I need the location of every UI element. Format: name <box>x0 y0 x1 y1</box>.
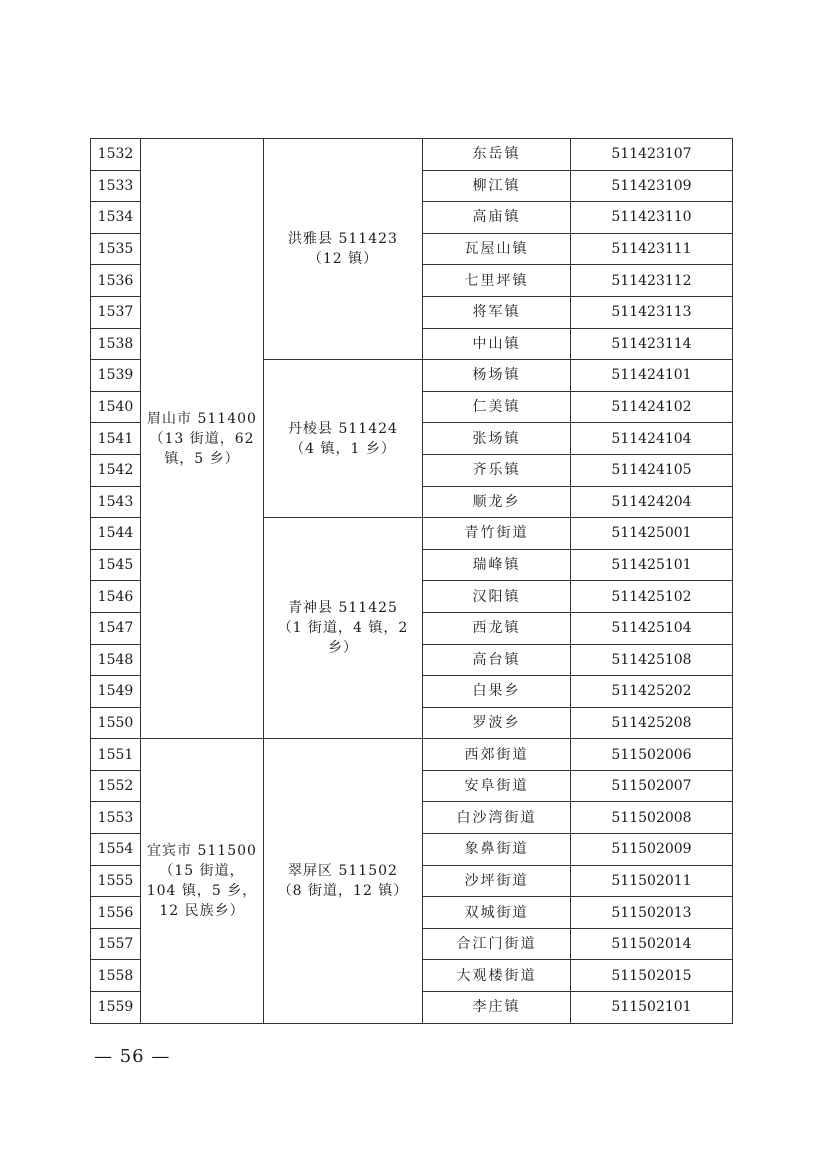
county-cell <box>264 739 423 1023</box>
row-number: 1546 <box>91 581 141 613</box>
town-name: 汉阳镇 <box>423 581 571 613</box>
row-number: 1548 <box>91 644 141 676</box>
division-code: 511423111 <box>571 233 733 265</box>
admin-division-table <box>90 138 733 1024</box>
county-name: 洪雅县 511423 <box>288 231 398 248</box>
division-code: 511502006 <box>571 739 733 771</box>
table-row <box>91 739 733 771</box>
town-name: 李庄镇 <box>423 992 571 1024</box>
page-number: — 56 — <box>94 1046 171 1067</box>
row-number: 1553 <box>91 802 141 834</box>
division-code: 511423110 <box>571 202 733 234</box>
town-name: 顺龙乡 <box>423 486 571 518</box>
town-name: 齐乐镇 <box>423 454 571 486</box>
division-code: 511502008 <box>571 802 733 834</box>
row-number: 1537 <box>91 296 141 328</box>
city-cell <box>141 739 264 1023</box>
town-name: 仁美镇 <box>423 391 571 423</box>
city-name: 眉山市 511400 <box>147 410 257 427</box>
row-number: 1542 <box>91 454 141 486</box>
row-number: 1554 <box>91 834 141 866</box>
division-code: 511423114 <box>571 328 733 360</box>
county-cell <box>264 518 423 739</box>
county-summary: （4 镇，1 乡） <box>290 440 396 457</box>
town-name: 大观楼街道 <box>423 960 571 992</box>
division-code: 511424204 <box>571 486 733 518</box>
table-row <box>91 139 733 171</box>
division-code: 511425001 <box>571 518 733 550</box>
city-name: 宜宾市 511500 <box>147 842 257 859</box>
division-code: 511424101 <box>571 360 733 392</box>
town-name: 罗波乡 <box>423 707 571 739</box>
town-name: 象鼻街道 <box>423 834 571 866</box>
row-number: 1558 <box>91 960 141 992</box>
row-number: 1538 <box>91 328 141 360</box>
town-name: 张场镇 <box>423 423 571 455</box>
row-number: 1536 <box>91 265 141 297</box>
division-code: 511423107 <box>571 139 733 171</box>
row-number: 1555 <box>91 865 141 897</box>
town-name: 杨场镇 <box>423 360 571 392</box>
county-cell <box>264 360 423 518</box>
division-code: 511423109 <box>571 170 733 202</box>
table-body <box>91 139 733 1024</box>
row-number: 1557 <box>91 928 141 960</box>
county-name: 翠屏区 511502 <box>288 862 398 879</box>
town-name: 柳江镇 <box>423 170 571 202</box>
division-code: 511425102 <box>571 581 733 613</box>
division-code: 511502013 <box>571 897 733 929</box>
division-code: 511425101 <box>571 549 733 581</box>
row-number: 1532 <box>91 139 141 171</box>
row-number: 1543 <box>91 486 141 518</box>
town-name: 安阜街道 <box>423 770 571 802</box>
row-number: 1559 <box>91 992 141 1024</box>
town-name: 将军镇 <box>423 296 571 328</box>
county-summary: （12 镇） <box>307 251 379 268</box>
division-code: 511502015 <box>571 960 733 992</box>
county-summary: （8 街道，12 镇） <box>277 882 409 899</box>
town-name: 高庙镇 <box>423 202 571 234</box>
division-code: 511423113 <box>571 296 733 328</box>
division-code: 511425104 <box>571 612 733 644</box>
division-code: 511502007 <box>571 770 733 802</box>
division-code: 511502101 <box>571 992 733 1024</box>
town-name: 双城街道 <box>423 897 571 929</box>
division-code: 511502014 <box>571 928 733 960</box>
town-name: 白沙湾街道 <box>423 802 571 834</box>
division-code: 511502009 <box>571 834 733 866</box>
division-code: 511424104 <box>571 423 733 455</box>
division-code: 511424102 <box>571 391 733 423</box>
row-number: 1545 <box>91 549 141 581</box>
city-summary: （13 街道，62 镇，5 乡） <box>149 430 255 467</box>
town-name: 高台镇 <box>423 644 571 676</box>
town-name: 合江门街道 <box>423 928 571 960</box>
row-number: 1552 <box>91 770 141 802</box>
county-summary: （1 街道，4 镇，2 乡） <box>277 620 409 657</box>
city-summary: （15 街道，104 镇，5 乡，12 民族乡） <box>146 862 258 919</box>
town-name: 中山镇 <box>423 328 571 360</box>
row-number: 1549 <box>91 676 141 708</box>
town-name: 东岳镇 <box>423 139 571 171</box>
row-number: 1547 <box>91 612 141 644</box>
row-number: 1550 <box>91 707 141 739</box>
town-name: 西郊街道 <box>423 739 571 771</box>
town-name: 七里坪镇 <box>423 265 571 297</box>
town-name: 西龙镇 <box>423 612 571 644</box>
row-number: 1539 <box>91 360 141 392</box>
county-cell <box>264 139 423 360</box>
row-number: 1541 <box>91 423 141 455</box>
row-number: 1533 <box>91 170 141 202</box>
row-number: 1551 <box>91 739 141 771</box>
division-code: 511425208 <box>571 707 733 739</box>
city-cell <box>141 139 264 739</box>
row-number: 1534 <box>91 202 141 234</box>
county-name: 青神县 511425 <box>288 600 398 617</box>
division-code: 511423112 <box>571 265 733 297</box>
town-name: 瓦屋山镇 <box>423 233 571 265</box>
row-number: 1556 <box>91 897 141 929</box>
division-code: 511502011 <box>571 865 733 897</box>
town-name: 瑞峰镇 <box>423 549 571 581</box>
town-name: 白果乡 <box>423 676 571 708</box>
division-code: 511425108 <box>571 644 733 676</box>
county-name: 丹棱县 511424 <box>288 420 398 437</box>
row-number: 1544 <box>91 518 141 550</box>
division-code: 511425202 <box>571 676 733 708</box>
row-number: 1535 <box>91 233 141 265</box>
division-code: 511424105 <box>571 454 733 486</box>
town-name: 青竹街道 <box>423 518 571 550</box>
town-name: 沙坪街道 <box>423 865 571 897</box>
row-number: 1540 <box>91 391 141 423</box>
